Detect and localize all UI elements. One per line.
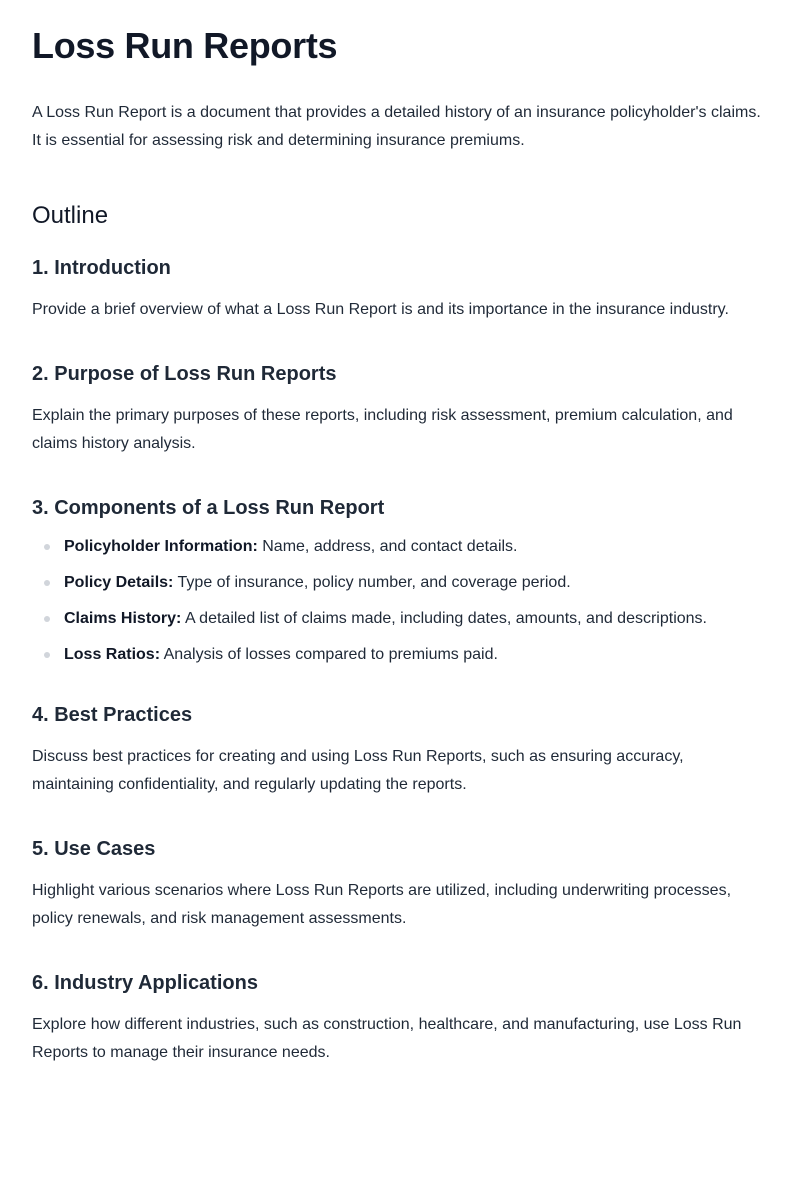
list-item-term: Policy Details:	[64, 574, 174, 591]
list-item-description: Name, address, and contact details.	[257, 538, 518, 555]
section-heading: 1. Introduction	[32, 257, 171, 279]
list-item-description: Analysis of losses compared to premiums paid.	[160, 646, 498, 663]
section-text: Provide a brief overview of what a Loss Run Report is and its importance in the insurance industry.	[32, 301, 729, 318]
list-item	[32, 607, 768, 631]
list-item	[32, 535, 768, 559]
page-title: Loss Run Reports	[32, 25, 338, 66]
list-item-description: Type of insurance, policy number, and coverage period.	[173, 574, 571, 591]
section-text: Explain the primary purposes of these reports, including risk assessment, premium calculation, and claims history analysis.	[32, 407, 733, 452]
section-purpose	[32, 360, 768, 458]
section-components	[32, 494, 768, 667]
section-best-practices	[32, 701, 768, 799]
section-heading: 5. Use Cases	[32, 838, 156, 860]
section-text: Highlight various scenarios where Loss Run Reports are utilized, including underwriting processes, policy renewals, and risk management assessments.	[32, 882, 732, 927]
section-text: Discuss best practices for creating and using Loss Run Reports, such as ensuring accuracy, maintaining confidentiality, and regularly updating the reports.	[32, 748, 684, 793]
components-list	[32, 535, 768, 667]
section-industry-applications	[32, 969, 768, 1067]
section-heading: 4. Best Practices	[32, 704, 193, 726]
bullet-dot-icon	[44, 580, 50, 586]
list-item	[32, 643, 768, 667]
list-item-description: A detailed list of claims made, including dates, amounts, and descriptions.	[181, 610, 707, 627]
list-item	[32, 571, 768, 595]
list-item-term: Loss Ratios:	[64, 646, 161, 663]
bullet-dot-icon	[44, 544, 50, 550]
section-heading: 6. Industry Applications	[32, 972, 258, 994]
section-text: Explore how different industries, such as construction, healthcare, and manufacturing, use Loss Run Reports to manage their insurance needs.	[32, 1016, 742, 1061]
section-use-cases	[32, 835, 768, 933]
section-heading: 2. Purpose of Loss Run Reports	[32, 363, 337, 385]
bullet-dot-icon	[44, 652, 50, 658]
list-item-term: Claims History:	[64, 610, 182, 627]
outline-heading: Outline	[32, 202, 109, 229]
section-heading: 3. Components of a Loss Run Report	[32, 497, 385, 519]
list-item-term: Policyholder Information:	[64, 538, 258, 555]
intro-paragraph: A Loss Run Report is a document that provides a detailed history of an insurance policyholder's claims. It is essential for assessing risk and determining insurance premiums.	[32, 104, 761, 149]
bullet-dot-icon	[44, 616, 50, 622]
section-introduction	[32, 254, 768, 324]
